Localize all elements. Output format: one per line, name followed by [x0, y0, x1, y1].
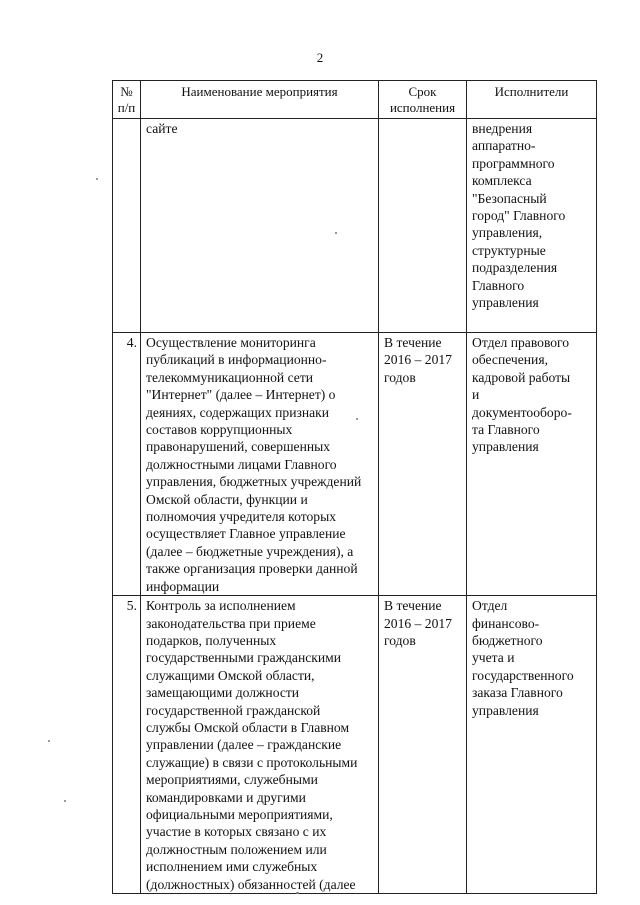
executors-line: управления: [472, 295, 539, 311]
name-line: "Интернет" (далее – Интернет) о: [146, 387, 336, 403]
name-line: службы Омской области в Главном: [146, 719, 350, 735]
scan-speck: [64, 800, 66, 802]
header-term-line: исполнения: [389, 100, 456, 115]
name-line: составов коррупционных: [146, 422, 293, 438]
name-line: Омской области, функции и: [146, 491, 308, 507]
scan-speck: [356, 418, 358, 420]
name-line: информации: [146, 578, 220, 594]
scan-speck: [335, 232, 337, 234]
header-number: [113, 81, 141, 119]
executors-line: город" Главного: [472, 208, 566, 224]
term-line: 2016 – 2017: [384, 615, 452, 631]
header-term-line: Срок: [408, 84, 437, 99]
name-line: официальными мероприятиями,: [146, 806, 333, 822]
executors-line: аппаратно-: [472, 138, 536, 154]
executors-line: комплекса: [472, 173, 532, 189]
executors-line: подразделения: [472, 260, 558, 276]
table-row: [113, 333, 597, 596]
executors-line: управления,: [472, 225, 543, 241]
name-line: замещающими должности: [146, 685, 300, 701]
executors-line: Отдел: [472, 598, 508, 614]
term-line: годов: [384, 369, 416, 385]
name-line: должностными лицами Главного: [146, 456, 337, 472]
executors-line: бюджетного: [472, 632, 543, 648]
table-row: [113, 119, 597, 333]
term-line: В течение: [384, 598, 442, 614]
name-line: публикаций в информационно-: [146, 352, 327, 368]
scan-speck: [296, 892, 299, 894]
name-line: осуществляет Главное управление: [146, 526, 346, 542]
executors-line: Отдел правового: [472, 335, 570, 350]
executors-line: заказа Главного: [472, 685, 563, 701]
executors-line: управления: [472, 702, 539, 718]
measure-name-cell: [141, 119, 379, 333]
name-line: правонарушений, совершенных: [146, 439, 331, 455]
executors-line: та Главного: [472, 422, 540, 438]
executors-line: программного: [472, 155, 555, 171]
executors-line: обеспечения,: [472, 352, 548, 368]
name-line: служащие) в связи с протокольными: [146, 754, 358, 770]
term-line: годов: [384, 632, 416, 648]
name-line: Осуществление мониторинга: [146, 335, 316, 350]
executors-line: государственного: [472, 667, 574, 683]
name-line: государственной гражданской: [146, 702, 321, 718]
table-header-row: [113, 81, 597, 119]
name-line: государственными гражданскими: [146, 650, 342, 666]
executors-line: управления: [472, 439, 539, 455]
executors-cell: [467, 119, 597, 333]
executors-line: и: [472, 387, 480, 403]
name-line: командировками и другими: [146, 789, 306, 805]
row-number: 4.: [113, 333, 141, 596]
term-line: В течение: [384, 335, 442, 350]
executors-line: кадровой работы: [472, 369, 571, 385]
executors-cell: [467, 333, 597, 596]
scan-speck: [96, 178, 98, 180]
name-line: деяниях, содержащих признаки: [146, 404, 330, 420]
header-number-line: п/п: [117, 100, 136, 115]
executors-line: внедрения: [472, 121, 533, 136]
name-line: (далее – бюджетные учреждения), а: [146, 543, 354, 559]
name-line: телекоммуникационной сети: [146, 369, 314, 385]
table-row: [113, 596, 597, 894]
name-line: исполнением ими служебных: [146, 859, 318, 875]
scan-speck: [48, 740, 50, 742]
executors-line: учета и: [472, 650, 515, 666]
name-line: полномочия учредителя которых: [146, 509, 336, 525]
name-line: служащими Омской области,: [146, 667, 315, 683]
measure-name-cell: [141, 333, 379, 596]
name-line: управления, бюджетных учреждений: [146, 474, 362, 490]
executors-line: "Безопасный: [472, 190, 547, 206]
term-cell: [379, 333, 467, 596]
header-measure-name: Наименование мероприятия: [141, 81, 379, 119]
page-number: 2: [316, 50, 324, 65]
term-line: 2016 – 2017: [384, 352, 452, 368]
row-number: [113, 119, 141, 333]
executors-line: документооборо-: [472, 404, 572, 420]
row-number: 5.: [113, 596, 141, 894]
header-executors: Исполнители: [467, 81, 597, 119]
term-cell: [379, 596, 467, 894]
measures-table: [112, 80, 597, 894]
name-line: должностным положением или: [146, 841, 327, 857]
name-line: участие в которых связано с их: [146, 824, 327, 840]
measure-name-cell: [141, 596, 379, 894]
name-line: законодательства при приеме: [146, 615, 316, 631]
term-cell: [379, 119, 467, 333]
name-line: также организация проверки данной: [146, 561, 358, 577]
name-line: подарков, полученных: [146, 632, 277, 648]
name-line: Контроль за исполнением: [146, 598, 296, 614]
name-line: мероприятиями, служебными: [146, 772, 318, 788]
executors-line: структурные: [472, 242, 546, 258]
executors-line: Главного: [472, 277, 525, 293]
name-line: сайте: [146, 121, 178, 136]
header-term: [379, 81, 467, 119]
name-line: управлении (далее – гражданские: [146, 737, 342, 753]
executors-line: финансово-: [472, 615, 540, 631]
name-line: (должностных) обязанностей (далее: [146, 876, 356, 892]
executors-cell: [467, 596, 597, 894]
header-number-line: №: [120, 84, 133, 99]
